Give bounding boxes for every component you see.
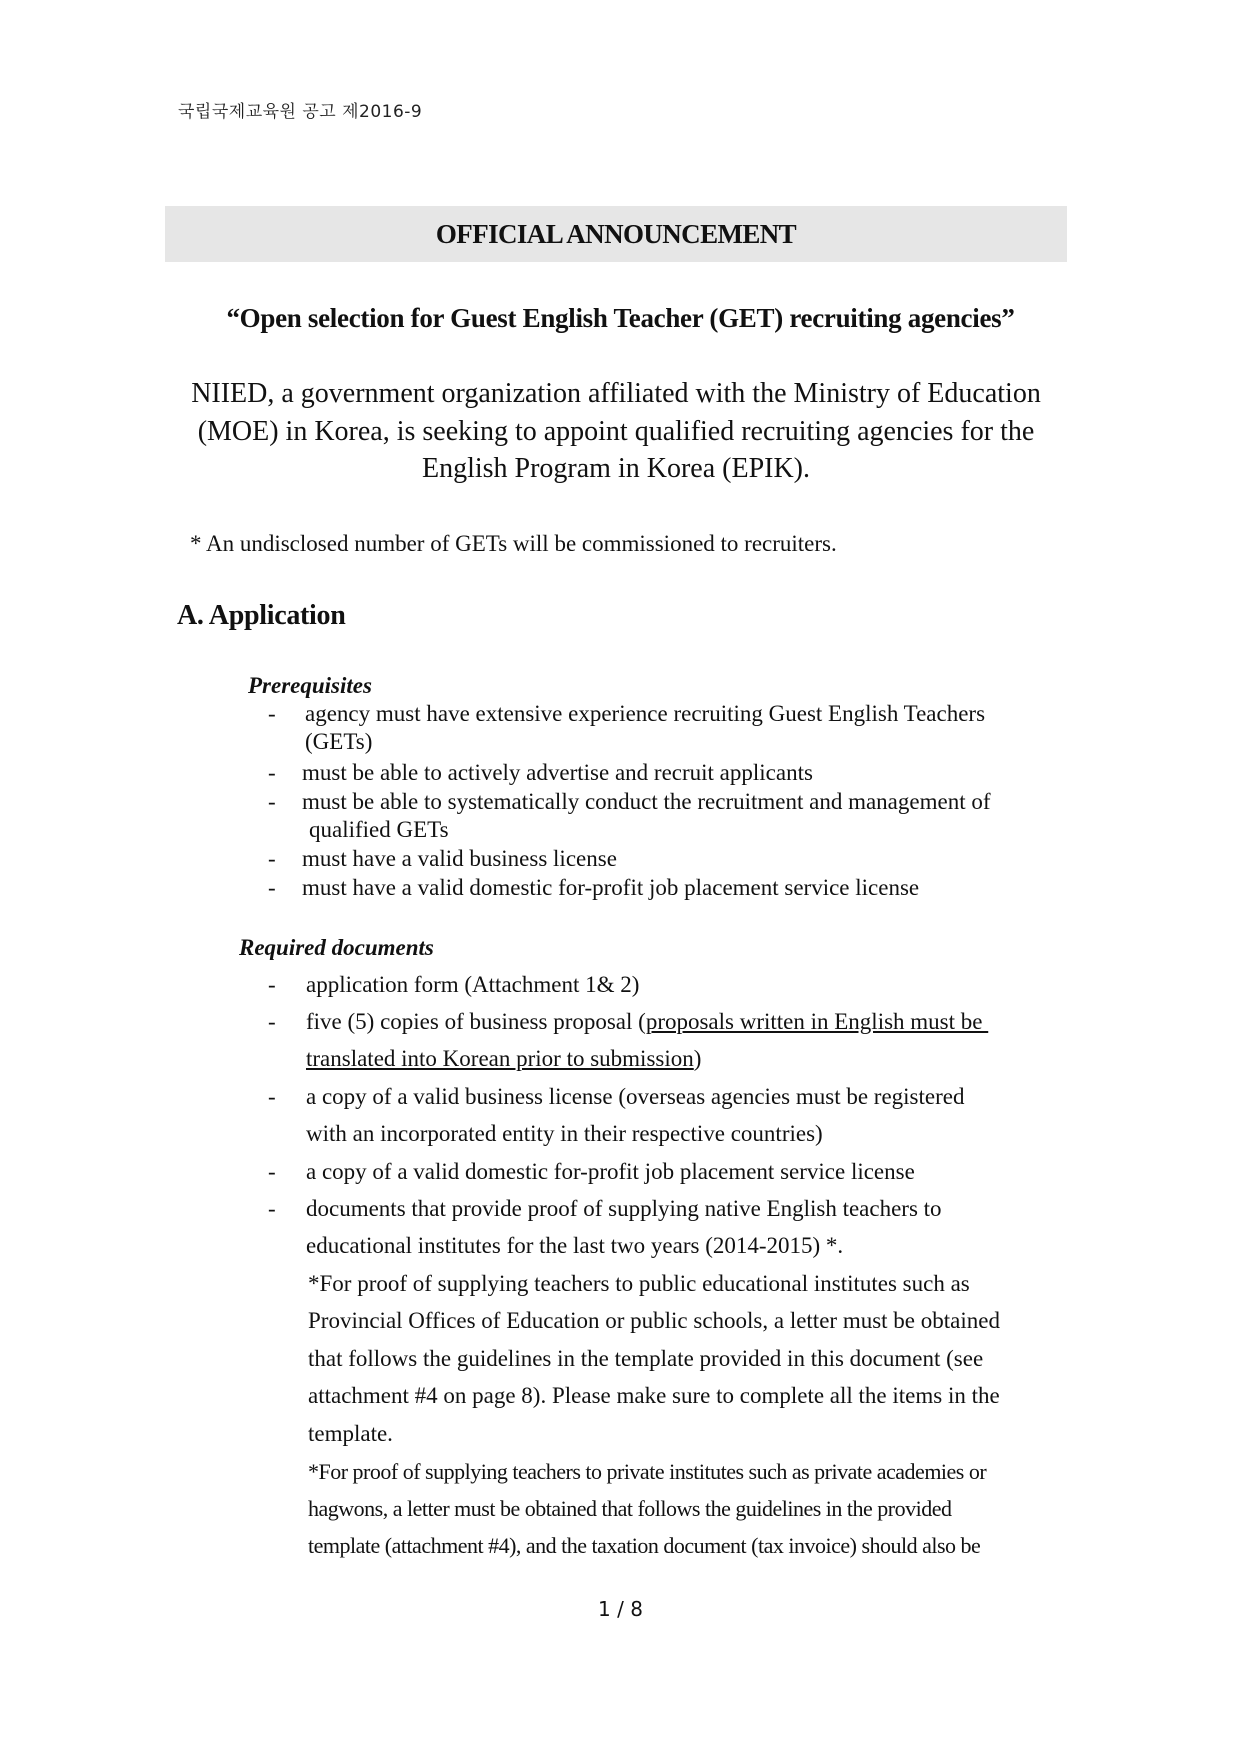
list-item-text: must be able to systematically conduct the recruitment and management of: [302, 789, 991, 814]
bullet-dash: -: [268, 1196, 276, 1221]
footnote-line: *For proof of supplying teachers to private institutes such as private academies or: [308, 1459, 987, 1484]
list-item-text: must have a valid domestic for-profit job placement service license: [302, 875, 920, 900]
list-item-text: must have a valid business license: [302, 846, 617, 871]
announcement-banner: [165, 206, 1067, 262]
bullet-dash: -: [268, 846, 276, 871]
list-item-text: must be able to actively advertise and recruit applicants: [302, 760, 813, 785]
underlined-text: translated into Korean prior to submission: [306, 1046, 694, 1071]
footnote-line: attachment #4 on page 8). Please make sure to complete all the items in the: [308, 1383, 1000, 1408]
bullet-dash: -: [268, 972, 276, 997]
banner-title: OFFICIAL ANNOUNCEMENT: [435, 219, 797, 249]
text-plain: ): [693, 1046, 702, 1071]
required-documents-heading: Required documents: [239, 935, 434, 960]
bullet-dash: -: [268, 1084, 276, 1109]
prerequisites-heading: Prerequisites: [248, 673, 372, 698]
list-item-text: [306, 1046, 701, 1072]
intro-line: English Program in Korea (EPIK).: [421, 453, 811, 484]
bullet-dash: -: [268, 701, 276, 726]
intro-line: (MOE) in Korea, is seeking to appoint qualified recruiting agencies for the: [197, 415, 1035, 447]
intro-line: NIIED, a government organization affiliated with the Ministry of Education: [191, 378, 1041, 409]
footnote-line: that follows the guidelines in the template provided in this document (see: [308, 1346, 984, 1371]
bullet-dash: -: [268, 875, 276, 900]
list-item-text: agency must have extensive experience recruiting Guest English Teachers: [305, 701, 986, 726]
bullet-dash: -: [268, 789, 276, 814]
list-item-text: application form (Attachment 1& 2): [306, 972, 640, 997]
list-item-text: a copy of a valid business license (overseas agencies must be registered: [306, 1084, 965, 1109]
document-number-header: 국립국제교육원 공고 제2016-9: [178, 102, 423, 122]
list-item-text: qualified GETs: [309, 817, 449, 842]
list-item-text: documents that provide proof of supplying native English teachers to: [306, 1196, 942, 1221]
note-text: * An undisclosed number of GETs will be commissioned to recruiters.: [190, 531, 837, 556]
page-indicator: 1 / 8: [598, 1597, 643, 1621]
footnote-line: template (attachment #4), and the taxation document (tax invoice) should also be: [308, 1533, 981, 1558]
bullet-dash: -: [268, 760, 276, 785]
bullet-dash: -: [268, 1009, 276, 1034]
bullet-dash: -: [268, 1159, 276, 1184]
footnote-line: Provincial Offices of Education or public schools, a letter must be obtained: [308, 1308, 1000, 1333]
list-item-text: a copy of a valid domestic for-profit job placement service license: [306, 1159, 915, 1184]
footnote-line: *For proof of supplying teachers to public educational institutes such as: [308, 1271, 970, 1296]
list-item-text: educational institutes for the last two years (2014-2015) *.: [306, 1233, 844, 1258]
intro-paragraph: [165, 375, 1067, 488]
list-item-text: (GETs): [305, 729, 373, 754]
underlined-text: proposals written in English must be: [645, 1009, 989, 1034]
footnote-line: hagwons, a letter must be obtained that follows the guidelines in the provided: [308, 1496, 952, 1521]
list-item-text: [306, 1009, 988, 1035]
text-plain: five (5) copies of business proposal (: [306, 1009, 646, 1034]
section-heading: A. Application: [177, 600, 346, 631]
announcement-subtitle: “Open selection for Guest English Teacher (GET) recruiting agencies”: [226, 303, 1015, 333]
list-item-text: with an incorporated entity in their respective countries): [306, 1121, 823, 1146]
footnote-line: template.: [308, 1421, 393, 1446]
